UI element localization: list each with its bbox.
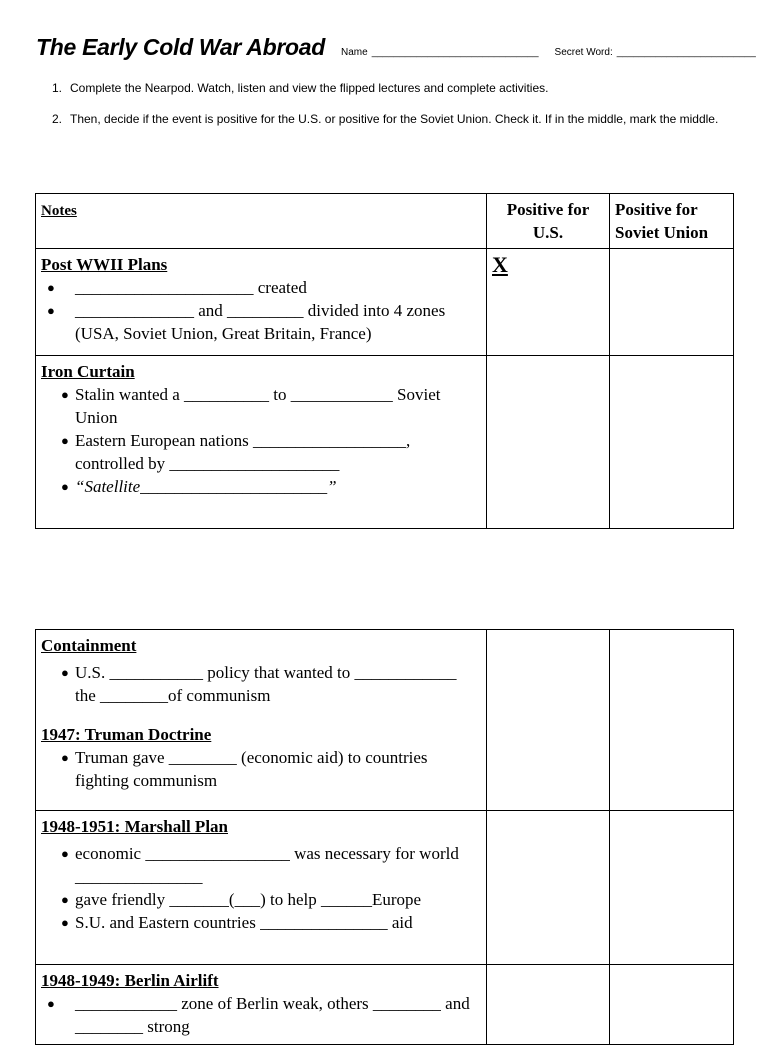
instruction-item [52, 80, 722, 97]
notes-table-1 [35, 193, 734, 529]
notes-cell [36, 965, 487, 1045]
positive-us-cell[interactable] [487, 965, 610, 1045]
worksheet-title: The Early Cold War Abroad [36, 34, 325, 60]
section-heading: Iron Curtain [41, 362, 135, 381]
section-heading: Containment [41, 636, 137, 655]
notes-cell [36, 811, 487, 965]
bullet-item: ● “Satellite______________________” [41, 475, 481, 498]
positive-us-cell[interactable] [487, 630, 610, 811]
bullet-item: ● gave friendly _______(___) to help ______Europe [41, 888, 481, 911]
bullet-item: ● U.S. ___________ policy that wanted to ____________ the ________of communism [41, 661, 481, 707]
bullet-list [41, 842, 481, 934]
bullet-item: ● Truman gave ________ (economic aid) to countries fighting communism [41, 746, 481, 792]
name-label: Name [341, 47, 368, 58]
secret-word-blank[interactable]: _________________________ [616, 47, 756, 58]
instruction-number: 1. [52, 81, 63, 95]
bullet-list [41, 992, 481, 1038]
section-heading: 1948-1951: Marshall Plan [41, 817, 228, 836]
bullet-list [41, 276, 481, 345]
section-heading: 1948-1949: Berlin Airlift [41, 971, 219, 990]
notes-table-2 [35, 629, 734, 1045]
secret-word-label: Secret Word: [554, 47, 613, 58]
bullet-list [41, 383, 481, 498]
bullet-item: ● economic _________________ was necessary for world _______________ [41, 842, 481, 888]
instructions-list [52, 80, 722, 142]
positive-us-cell[interactable] [487, 811, 610, 965]
positive-us-cell[interactable] [487, 249, 610, 356]
table-header-row [36, 194, 734, 249]
positive-su-cell[interactable] [610, 965, 734, 1045]
check-mark: X [492, 252, 508, 277]
section-heading: 1947: Truman Doctrine [41, 725, 212, 744]
instruction-number: 2. [52, 112, 63, 126]
notes-cell [36, 356, 487, 529]
bullet-list [41, 746, 481, 792]
bullet-item: ● ______________ and _________ divided into 4 zones (USA, Soviet Union, Great Britain, France) [41, 299, 481, 345]
table-row [36, 965, 734, 1045]
instruction-item [52, 111, 722, 128]
table-row [36, 249, 734, 356]
name-blank[interactable]: ______________________________ [371, 47, 539, 58]
worksheet-header [36, 34, 756, 61]
positive-us-cell[interactable] [487, 356, 610, 529]
notes-column-header [36, 194, 487, 249]
instruction-text: Complete the Nearpod. Watch, listen and view the flipped lectures and complete activities. [70, 81, 549, 95]
positive-su-cell[interactable] [610, 630, 734, 811]
positive-us-column-header: Positive for U.S. [487, 194, 610, 249]
bullet-item: ● Stalin wanted a __________ to ____________ Soviet Union [41, 383, 481, 429]
instruction-text: Then, decide if the event is positive for the U.S. or positive for the Soviet Union. Check it. If in the middle, mark the middle. [70, 112, 719, 126]
bullet-item: ● S.U. and Eastern countries _______________ aid [41, 911, 481, 934]
bullet-list [41, 661, 481, 707]
positive-su-cell[interactable] [610, 356, 734, 529]
bullet-item: ● ____________ zone of Berlin weak, others ________ and ________ strong [41, 992, 481, 1038]
notes-header-text: Notes [41, 203, 77, 219]
positive-su-cell[interactable] [610, 811, 734, 965]
positive-su-cell[interactable] [610, 249, 734, 356]
bullet-item: ● _____________________ created [41, 276, 481, 299]
notes-cell [36, 630, 487, 811]
bullet-item: ● Eastern European nations __________________, controlled by ____________________ [41, 429, 481, 475]
table-row [36, 630, 734, 811]
positive-su-column-header: Positive for Soviet Union [610, 194, 734, 249]
section-heading: Post WWII Plans [41, 255, 168, 274]
notes-cell [36, 249, 487, 356]
table-row [36, 356, 734, 529]
table-row [36, 811, 734, 965]
